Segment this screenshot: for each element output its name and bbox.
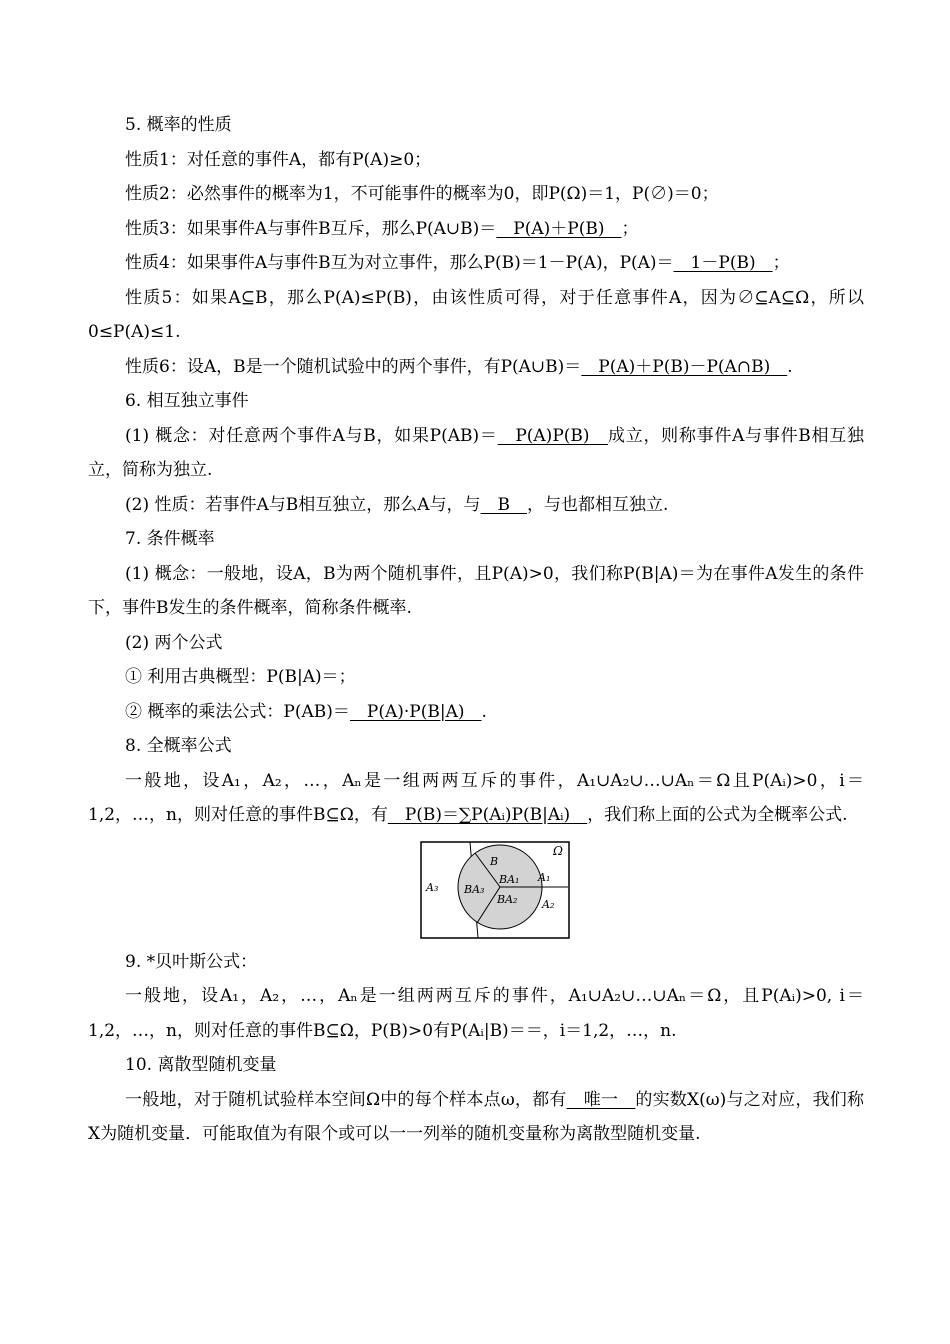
independence-property-blank: B bbox=[480, 494, 528, 515]
omega-label: Ω bbox=[553, 843, 563, 858]
section-5-title: 5. 概率的性质 bbox=[125, 115, 232, 135]
property-4 bbox=[88, 246, 864, 281]
property-4-blank: 1－P(B) bbox=[673, 253, 773, 273]
independence-concept bbox=[88, 419, 864, 488]
total-probability-end: ，我们称上面的公式为全概率公式. bbox=[587, 805, 848, 825]
b-label: B bbox=[490, 854, 499, 868]
total-probability-intro: 一般地，设A₁，A₂，…，Aₙ是一组两两互斥的事件，A₁∪A₂∪…∪Aₙ＝Ω且P(Aᵢ)>0，i＝1,2，…，n，则对任意的事件B⊆Ω，有 bbox=[88, 770, 864, 825]
property-4-text: 性质4：如果事件A与事件B互为对立事件，那么P(B)＝1－P(A)，P(A)＝ bbox=[125, 253, 674, 273]
a2-label: A₂ bbox=[542, 897, 555, 911]
property-4-end: ； bbox=[772, 253, 790, 273]
ba2-label: BA₂ bbox=[497, 892, 518, 906]
property-3-text: 性质3：如果事件A与事件B互斥，那么P(A∪B)＝ bbox=[125, 218, 497, 239]
multiplication-formula bbox=[88, 695, 864, 730]
two-formulas-heading: (2) 两个公式 bbox=[125, 632, 223, 653]
property-3-blank: P(A)＋P(B) bbox=[496, 218, 622, 239]
ba3-label: BA₃ bbox=[464, 882, 485, 896]
section-9-title: 9. *贝叶斯公式： bbox=[125, 951, 258, 972]
conditional-concept: (1) 概念：一般地，设A，B为两个随机事件，且P(A)>0，我们称P(B|A)＝为在事件A发生的条件下，事件B发生的条件概率，简称条件概率. bbox=[88, 563, 864, 618]
total-probability-blank: P(B)＝∑P(Aᵢ)P(B|Aᵢ) bbox=[387, 805, 588, 825]
independence-property bbox=[88, 488, 864, 523]
random-variable-end: 的实数X(ω)与之对应，我们称X为随机变量．可能取值为有限个或可以一一列举的随机变量称为离散型随机变量. bbox=[88, 1089, 864, 1144]
property-3-end: ； bbox=[621, 218, 639, 239]
independence-concept-end: 成立，则称事件A与事件B相互独立，简称为独立. bbox=[88, 425, 864, 480]
independence-property-text: (2) 性质：若事件A与B相互独立，那么A与，与 bbox=[125, 494, 481, 515]
property-3 bbox=[88, 212, 864, 247]
property-6-end: . bbox=[787, 356, 793, 377]
random-variable-blank: 唯一 bbox=[566, 1089, 636, 1110]
multiplication-formula-end: . bbox=[481, 701, 487, 722]
section-6-title: 6. 相互独立事件 bbox=[125, 391, 249, 411]
independence-property-end: ，与也都相互独立. bbox=[527, 494, 669, 515]
partition-venn-diagram bbox=[420, 841, 570, 939]
property-6 bbox=[88, 350, 864, 385]
section-10-title: 10. 离散型随机变量 bbox=[125, 1055, 277, 1075]
property-2: 性质2：必然事件的概率为1，不可能事件的概率为0，即P(Ω)＝1，P(∅)＝0； bbox=[125, 184, 719, 204]
independence-concept-blank: P(A)P(B) bbox=[497, 425, 608, 446]
ba1-label: BA₁ bbox=[499, 872, 520, 886]
section-7-title: 7. 条件概率 bbox=[125, 529, 215, 549]
a3-label: A₃ bbox=[426, 880, 439, 894]
property-1: 性质1：对任意的事件A，都有P(A)≥0； bbox=[125, 149, 432, 170]
random-variable-intro: 一般地，对于随机试验样本空间Ω中的每个样本点ω，都有 bbox=[125, 1089, 567, 1110]
total-probability-text bbox=[88, 764, 864, 833]
bayes-text: 一般地，设A₁，A₂，…，Aₙ是一组两两互斥的事件，A₁∪A₂∪…∪Aₙ＝Ω，且P(Aᵢ)>0, i＝1,2，…，n，则对任意的事件B⊆Ω，P(B)>0有P(Aᵢ|B)＝＝，i＝1,2，…，n. bbox=[88, 986, 864, 1041]
document-body bbox=[88, 108, 864, 1152]
a1-label: A₁ bbox=[538, 870, 551, 884]
multiplication-formula-text: ② 概率的乘法公式：P(AB)＝ bbox=[125, 701, 350, 722]
classical-formula: ① 利用古典概型：P(B|A)＝； bbox=[125, 667, 356, 687]
property-6-text: 性质6：设A，B是一个随机试验中的两个事件，有P(A∪B)＝ bbox=[125, 356, 582, 377]
property-5: 性质5：如果A⊆B，那么P(A)≤P(B)，由该性质可得，对于任意事件A，因为∅⊆A⊆Ω，所以0≤P(A)≤1. bbox=[88, 287, 864, 342]
section-8-title: 8. 全概率公式 bbox=[125, 736, 232, 756]
random-variable-text bbox=[88, 1083, 864, 1152]
independence-concept-text: (1) 概念：对任意两个事件A与B，如果P(AB)＝ bbox=[125, 425, 498, 446]
multiplication-formula-blank: P(A)·P(B|A) bbox=[349, 701, 482, 722]
property-6-blank: P(A)＋P(B)－P(A∩B) bbox=[581, 356, 788, 377]
